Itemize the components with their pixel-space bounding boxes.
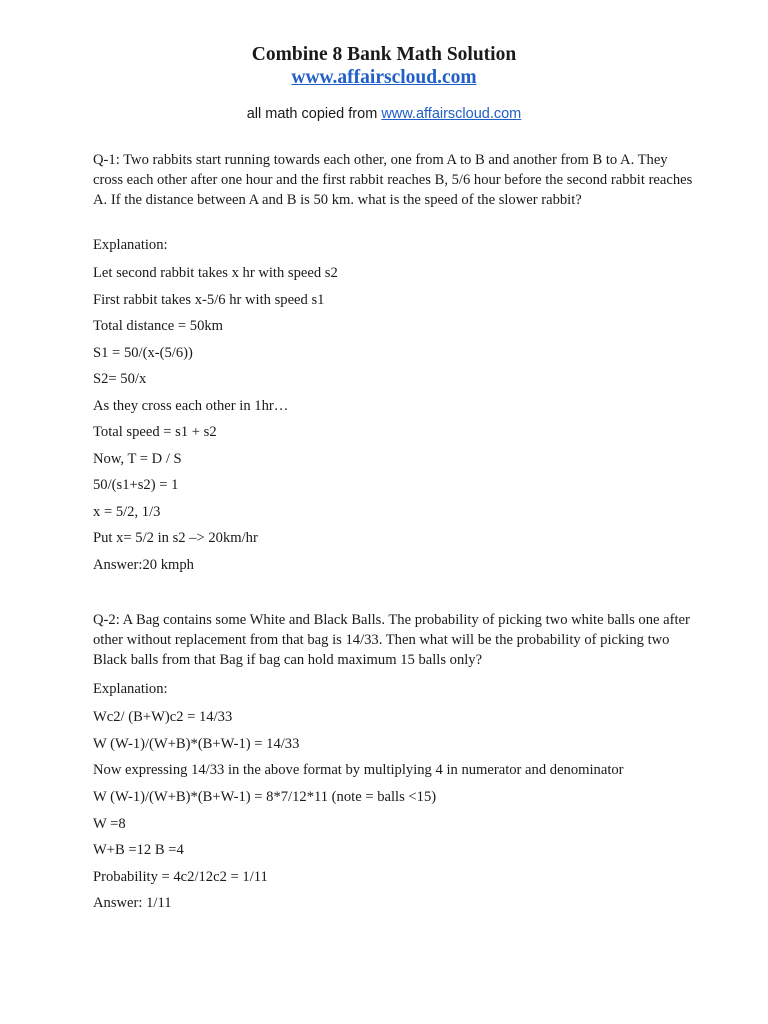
q1-step: As they cross each other in 1hr… (93, 398, 289, 414)
q2-step: Probability = 4c2/12c2 = 1/11 (93, 869, 268, 885)
question-2-text: Q-2: A Bag contains some White and Black Balls. The probability of picking two white balls one after other without replacement from that bag is 14/33. Then what will be the probability of picking two Black balls from that Bag if bag can hold maximum 15 balls only? (93, 612, 690, 668)
question-1-text: Q-1: Two rabbits start running towards each other, one from A to B and another from B to A. They cross each other after one hour and the first rabbit reaches B, 5/6 hour before the second rabbit reaches A. If the distance between A and B is 50 km. what is the speed of the slower rabbit? (93, 152, 693, 208)
credit-prefix: all math copied from (246, 106, 382, 122)
page-title: Combine 8 Bank Math Solution (251, 44, 517, 65)
q1-step: Now, T = D / S (93, 451, 182, 467)
q2-step: Wc2/ (B+W)c2 = 14/33 (93, 709, 233, 725)
q1-step: x = 5/2, 1/3 (93, 504, 161, 520)
q1-step: First rabbit takes x-5/6 hr with speed s1 (93, 292, 325, 308)
q1-step: Put x= 5/2 in s2 –> 20km/hr (93, 530, 258, 546)
q1-step: 50/(s1+s2) = 1 (93, 477, 179, 493)
q1-step: Let second rabbit takes x hr with speed s2 (93, 265, 338, 281)
q1-step: S2= 50/x (93, 371, 147, 387)
credit-website-link[interactable]: www.affairscloud.com (381, 106, 522, 122)
q1-step: Total distance = 50km (93, 318, 224, 334)
q2-step: W (W-1)/(W+B)*(B+W-1) = 8*7/12*11 (note = balls <15) (93, 789, 437, 805)
credit-line (0, 105, 768, 123)
q2-step: Now expressing 14/33 in the above format by multiplying 4 in numerator and denominator (93, 762, 624, 778)
title-website-link[interactable]: www.affairscloud.com (291, 67, 477, 88)
q1-answer: Answer:20 kmph (93, 557, 194, 573)
q1-step: Total speed = s1 + s2 (93, 424, 217, 440)
q2-step: W+B =12 B =4 (93, 842, 184, 858)
q1-step: S1 = 50/(x-(5/6)) (93, 345, 193, 361)
q2-explanation-heading: Explanation: (93, 681, 168, 697)
q2-answer: Answer: 1/11 (93, 895, 172, 911)
q1-explanation-heading: Explanation: (93, 237, 168, 253)
q2-step: W =8 (93, 816, 126, 832)
q2-step: W (W-1)/(W+B)*(B+W-1) = 14/33 (93, 736, 300, 752)
